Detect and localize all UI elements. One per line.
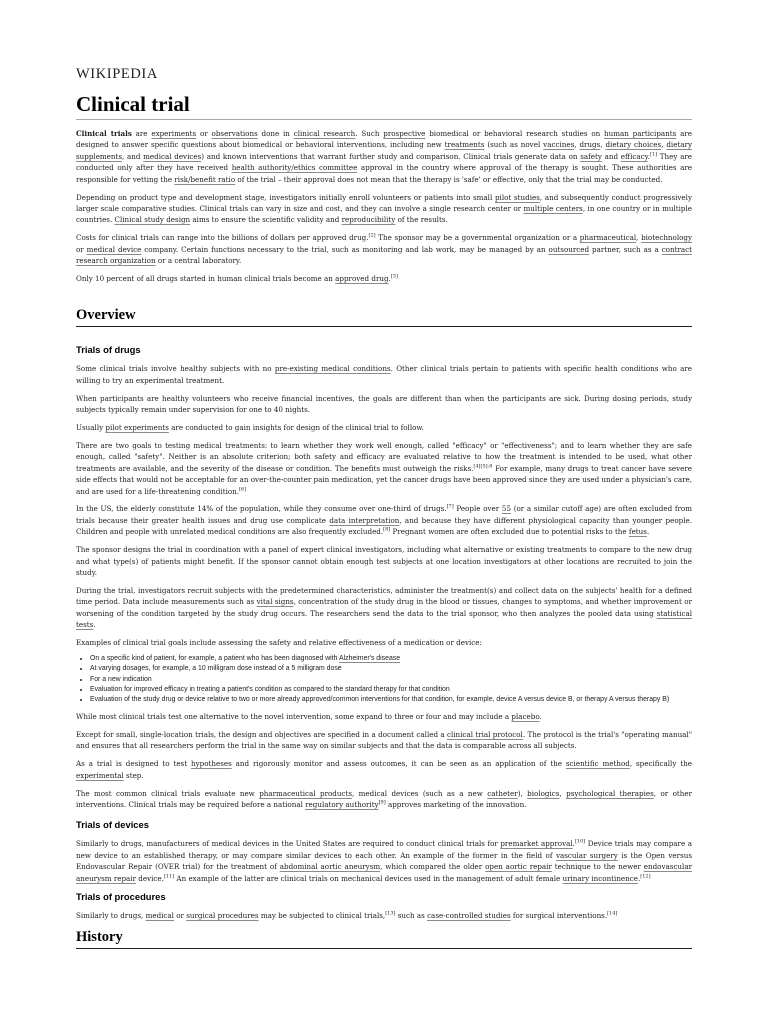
text-run: . The protocol is the trial's "operating manual" and ensures that all researchers perform the trial in the same way on similar subjects and that the data is comparable across all subjects. xyxy=(76,729,692,751)
text-run: and rigorously monitor and assess outcomes, it can be seen as an application of the xyxy=(231,759,566,769)
article-link[interactable]: pilot experiments xyxy=(105,423,169,432)
citation-link[interactable]: [9] xyxy=(378,799,386,806)
citation-link[interactable]: [3] xyxy=(390,273,398,280)
article-link[interactable]: pilot studies xyxy=(494,192,540,202)
text-run: . xyxy=(647,151,650,161)
article-link[interactable]: statistical tests xyxy=(76,608,692,630)
article-link[interactable]: biologics xyxy=(527,788,560,798)
goals-list xyxy=(76,655,692,705)
list-item xyxy=(90,676,692,685)
article-link[interactable]: treatments xyxy=(444,140,485,150)
article-link[interactable]: clinical trial protocol xyxy=(446,729,523,739)
paragraph xyxy=(76,838,692,884)
paragraph xyxy=(76,192,692,226)
text-run: At varying dosages, for example, a 10 milligram dose instead of a 5 milligram dose xyxy=(90,665,342,673)
citation-link[interactable]: [10] xyxy=(574,839,586,846)
text-run: of the results. xyxy=(395,215,448,225)
subsection-heading-procedures: Trials of procedures xyxy=(76,891,166,903)
text-run: biomedical or behavioral research studies on xyxy=(425,129,605,138)
text-run: During the trial, investigators recruit subjects with the predetermined characteristics, administer the treatment(s) and collect data on the subjects' health for a defined time period. Data include measurements such as xyxy=(76,585,692,607)
text-run: The sponsor designs the trial in coordination with a panel of expert clinical investigators, including what alternative or existing treatments to compare to the new drug and what type(s) of patients might benefit. If the sponsor cannot obtain enough test subjects at one location investigators at other locations are recruited to join the study. xyxy=(76,545,692,577)
article-link[interactable]: hypotheses xyxy=(191,759,232,769)
text-run: Device trials may compare a new device to an established therapy, or may compare similar devices to each other. An example of the former in the field of xyxy=(76,839,692,860)
article-link[interactable]: risk/benefit ratio xyxy=(174,174,236,184)
text-run: Examples of clinical trial goals include assessing the safety and relative effectiveness of a medication or device: xyxy=(76,638,482,647)
paragraph xyxy=(76,503,692,537)
article-link[interactable]: regulatory authority xyxy=(305,800,379,809)
text-run: and xyxy=(601,151,621,161)
citation-link[interactable]: [13] xyxy=(385,910,396,917)
paragraph xyxy=(76,729,692,752)
citation-link[interactable]: [14] xyxy=(607,910,618,917)
text-run: . Such xyxy=(355,129,384,138)
text-run: Usually xyxy=(76,423,106,432)
text-run: partner, such as a xyxy=(589,244,662,254)
article-link[interactable]: medical device xyxy=(86,244,142,254)
text-run: company. Certain functions necessary to the trial, such as monitoring and lab work, may be managed by an xyxy=(141,244,549,254)
text-run: or a central laboratory. xyxy=(155,256,242,266)
article-link[interactable]: scientific method xyxy=(565,759,630,769)
text-run: or xyxy=(76,244,87,254)
text-run: They are conducted only after they have received xyxy=(76,151,693,173)
list-item xyxy=(90,665,692,674)
text-run: such as xyxy=(395,911,428,921)
paragraph xyxy=(76,363,692,386)
text-run: aims to ensure the scientific validity and xyxy=(190,215,342,225)
article-link[interactable]: prospective xyxy=(383,129,426,138)
paragraph xyxy=(76,758,692,781)
text-run: , and xyxy=(122,151,144,161)
text-run: . xyxy=(646,527,650,537)
article-link[interactable]: pharmaceutical xyxy=(579,233,637,243)
article-link[interactable]: premarket approval xyxy=(500,839,573,849)
text-run: . xyxy=(539,712,542,722)
article-link[interactable]: efficacy xyxy=(620,151,648,161)
paragraph xyxy=(76,585,692,631)
text-run: For example, many drugs to treat cancer have severe side effects that would not be acceptable for an over-the-counter pain medication, yet the cancer drugs have been approved since they are used under a physician's care, and are used for a life-threatening condition. xyxy=(76,463,692,496)
text-run: or xyxy=(173,911,187,921)
text-run: The most common clinical trials evaluate new xyxy=(76,788,260,798)
paragraph xyxy=(76,393,692,416)
lead-section xyxy=(76,128,692,284)
article-link[interactable]: dietary supplements xyxy=(76,140,692,161)
article-link[interactable]: vascular surgery xyxy=(555,850,618,860)
text-run: , specifically the xyxy=(629,759,692,769)
paragraph xyxy=(76,232,692,266)
text-run: (such as novel xyxy=(484,140,544,150)
page-title: Clinical trial xyxy=(76,92,692,120)
text-run: The sponsor may be a governmental organization or a xyxy=(375,233,580,243)
text-run: , or other interventions. Clinical trials may be required before a national xyxy=(76,788,692,809)
text-run: , xyxy=(636,233,642,243)
text-run: Some clinical trials involve healthy subjects with no xyxy=(76,364,275,374)
text-run: Pregnant women are often excluded due to potential risks to the xyxy=(390,527,629,537)
text-run: Except for small, single-location trials, the design and objectives are specified in a document called a xyxy=(76,729,447,739)
text-run: People over xyxy=(453,504,502,514)
article-link[interactable]: pre-existing medical conditions xyxy=(274,364,391,374)
article-link[interactable]: pharmaceutical products xyxy=(259,788,352,798)
text-run: , and subsequently conduct progressively larger scale comparative studies. Clinical trials can vary in size and cost, and they can involve a single research center or xyxy=(76,192,692,213)
paragraph xyxy=(76,788,692,811)
article-link[interactable]: safety xyxy=(580,151,602,161)
paragraph xyxy=(76,128,692,185)
text-run: ), xyxy=(517,788,528,798)
article-link[interactable]: medical devices xyxy=(143,151,202,161)
list-item xyxy=(90,696,692,705)
text-run: ) and known interventions that warrant further study and comparison. Clinical trials generate data on xyxy=(201,151,581,161)
text-run: . Other clinical trials pertain to patients with specific health conditions who are willing to try an experimental treatment. xyxy=(76,364,693,385)
article-link[interactable]: placebo xyxy=(511,712,540,722)
text-run: technique to the newer xyxy=(551,862,644,872)
article-link[interactable]: data interpretation xyxy=(329,515,400,525)
text-run: , which compared the older xyxy=(380,862,486,872)
text-run: Costs for clinical trials can range into the billions of dollars per approved drug. xyxy=(76,233,369,243)
text-run: Similarly to drugs, xyxy=(76,911,146,921)
text-run: For a new indication xyxy=(90,675,152,683)
paragraph xyxy=(76,711,692,722)
article-link[interactable]: urinary incontinence xyxy=(562,873,638,883)
list-item xyxy=(90,655,692,664)
text-run: Similarly to drugs, manufacturers of medical devices in the United States are required to conduct clinical trials for xyxy=(76,839,501,849)
article-link[interactable]: Clinical study design xyxy=(114,215,191,225)
text-run: As a trial is designed to test xyxy=(76,759,191,769)
article-link[interactable]: drugs xyxy=(579,140,601,150)
text-run: may be subjected to clinical trials, xyxy=(258,911,386,921)
article-link[interactable]: abdominal aortic aneurysm xyxy=(279,862,381,872)
text-run: approves marketing of the innovation. xyxy=(385,800,527,809)
article-link[interactable]: reproducibility xyxy=(341,215,396,225)
text-run: , xyxy=(661,140,667,150)
article-link[interactable]: approved drug xyxy=(335,273,389,283)
paragraph xyxy=(76,422,692,433)
subsection-heading-devices: Trials of devices xyxy=(76,819,149,831)
citation-link[interactable]: [6] xyxy=(239,486,247,493)
citation-link[interactable]: [7] xyxy=(446,504,454,511)
text-run: While most clinical trials test one alternative to the novel intervention, some expand to three or four and may include a xyxy=(76,712,512,722)
article-link[interactable]: dietary choices xyxy=(605,140,662,150)
citation-link[interactable]: [1] xyxy=(650,151,658,158)
text-run: , xyxy=(559,788,567,798)
text-run: , xyxy=(600,140,606,150)
article-link[interactable]: contract research organization xyxy=(76,244,692,266)
list-item xyxy=(90,686,692,695)
text-run: or xyxy=(196,129,212,138)
text-run: When participants are healthy volunteers who receive financial incentives, the goals are different than when the participants are sick. During dosing periods, study subjects typically remain under supervision for one to 40 nights. xyxy=(76,393,692,415)
article-link[interactable]: fetus xyxy=(628,527,647,537)
article-link[interactable]: biotechnology xyxy=(641,233,693,243)
text-run: are xyxy=(131,129,152,138)
article-link[interactable]: outsourced xyxy=(548,244,590,254)
article-link[interactable]: psychological therapies xyxy=(566,788,654,798)
text-run: , in one country or in multiple countries. xyxy=(76,203,692,225)
section-heading-history: History xyxy=(76,929,692,949)
text-run: There are two goals to testing medical treatments: to learn whether they work well enough, called "efficacy" or "effectiveness"; and to learn whether they are safe enough, called "safety". Neither is an absolute criterion; both safety and efficacy are evaluated relative to how the treatment is intended to be used, what other treatments are available, and the severity of the disease or condition. The benefits must outweigh the risks. xyxy=(76,440,692,473)
text-run: An example of the latter are clinical trials on mechanical devices used in the management of adult female xyxy=(174,873,563,883)
text-run: are conducted to gain insights for design of the clinical trial to follow. xyxy=(168,423,424,432)
text-run: of the trial – their approval does not mean that the therapy is 'safe' or effective, only that the trial may be conducted. xyxy=(235,174,663,184)
paragraph xyxy=(76,440,692,497)
citation-link[interactable]: [2] xyxy=(368,232,376,239)
article-link[interactable]: Alzheimer's disease xyxy=(339,654,401,662)
text-run: . xyxy=(572,839,575,849)
article-link[interactable]: surgical procedures xyxy=(186,911,259,921)
text-run: approval in the country where approval of the therapy is sought. These authorities are responsible for vetting the xyxy=(76,163,692,184)
text-run: . xyxy=(388,273,391,283)
bold-term: Clinical trials xyxy=(76,129,132,138)
text-run: is the Open versus Endovascular Repair (OVER trial) for the treatment of xyxy=(76,850,692,872)
text-run: . xyxy=(93,620,96,630)
section-heading-overview: Overview xyxy=(76,307,692,327)
article-link[interactable]: catheter xyxy=(487,788,518,798)
text-run: done in xyxy=(257,129,294,138)
subsection-heading-drugs: Trials of drugs xyxy=(76,344,141,356)
text-run: for surgical interventions. xyxy=(510,911,608,921)
article-link[interactable]: 55 xyxy=(501,504,511,514)
paragraph xyxy=(76,910,692,921)
citation-link[interactable]: [8] xyxy=(383,526,391,533)
citation-link[interactable]: [12] xyxy=(640,873,651,880)
text-run: . xyxy=(637,873,641,883)
text-run: are designed to answer specific questions about biomedical or behavioral interventions, including new xyxy=(76,129,693,150)
paragraph xyxy=(76,273,692,284)
text-run: Depending on product type and development stage, investigators initially enroll volunteers or patients into small xyxy=(76,192,495,202)
article-link[interactable]: endovascular aneurysm repair xyxy=(76,862,692,883)
article-link[interactable]: open aortic repair xyxy=(485,862,552,872)
wikipedia-wordmark[interactable]: WIKIPEDIA xyxy=(76,66,158,82)
article-link[interactable]: medical xyxy=(145,911,174,921)
article-link[interactable]: experimental xyxy=(76,770,124,780)
paragraph xyxy=(76,544,692,578)
text-run: On a specific kind of patient, for example, a patient who has been diagnosed with xyxy=(90,654,339,662)
text-run: Evaluation of the study drug or device relative to two or more already approved/common interventions for that condition, for example, device A versus device B, or therapy A versus therapy B) xyxy=(90,696,670,704)
article xyxy=(76,66,692,949)
text-run: Only 10 percent of all drugs started in human clinical trials become an xyxy=(76,273,336,283)
article-link[interactable]: vital signs xyxy=(256,597,294,607)
article-link[interactable]: experiments xyxy=(151,129,197,138)
article-link[interactable]: multiple centers xyxy=(523,203,583,213)
citation-link[interactable]: [4][5]:8 xyxy=(473,463,493,470)
article-link[interactable]: clinical research xyxy=(293,129,356,138)
text-run: step. xyxy=(123,770,144,780)
text-run: device. xyxy=(136,873,164,883)
text-run: Evaluation for improved efficacy in treating a patient's condition as compared to the standard therapy for that condition xyxy=(90,686,450,694)
text-run: , concentration of the study drug in the blood or tissues, changes to symptoms, and whether improvement or worsening of the condition targeted by the study drug occurs. The researchers send the data to the trial sponsor, who then analyzes the pooled data using xyxy=(76,597,692,618)
article-link[interactable]: human participants xyxy=(604,129,677,138)
article-link[interactable]: observations xyxy=(211,129,258,138)
citation-link[interactable]: [11] xyxy=(163,873,175,880)
text-run: (or a similar cutoff age) are often excluded from trials because their greater health issues and drug use complicate xyxy=(76,504,692,525)
paragraph xyxy=(76,637,692,648)
text-run: , medical devices (such as a new xyxy=(351,788,488,798)
article-link[interactable]: vaccines xyxy=(543,140,575,150)
article-link[interactable]: health authority/ethics committee xyxy=(231,163,358,173)
text-run: , and because they have different physiological capacity than younger people. Children and people with unrelated medical conditions are also frequently excluded. xyxy=(76,515,692,537)
text-run: , xyxy=(574,140,580,150)
text-run: In the US, the elderly constitute 14% of the population, while they consume over one-third of drugs. xyxy=(76,504,447,514)
article-link[interactable]: case-controlled studies xyxy=(427,911,511,921)
